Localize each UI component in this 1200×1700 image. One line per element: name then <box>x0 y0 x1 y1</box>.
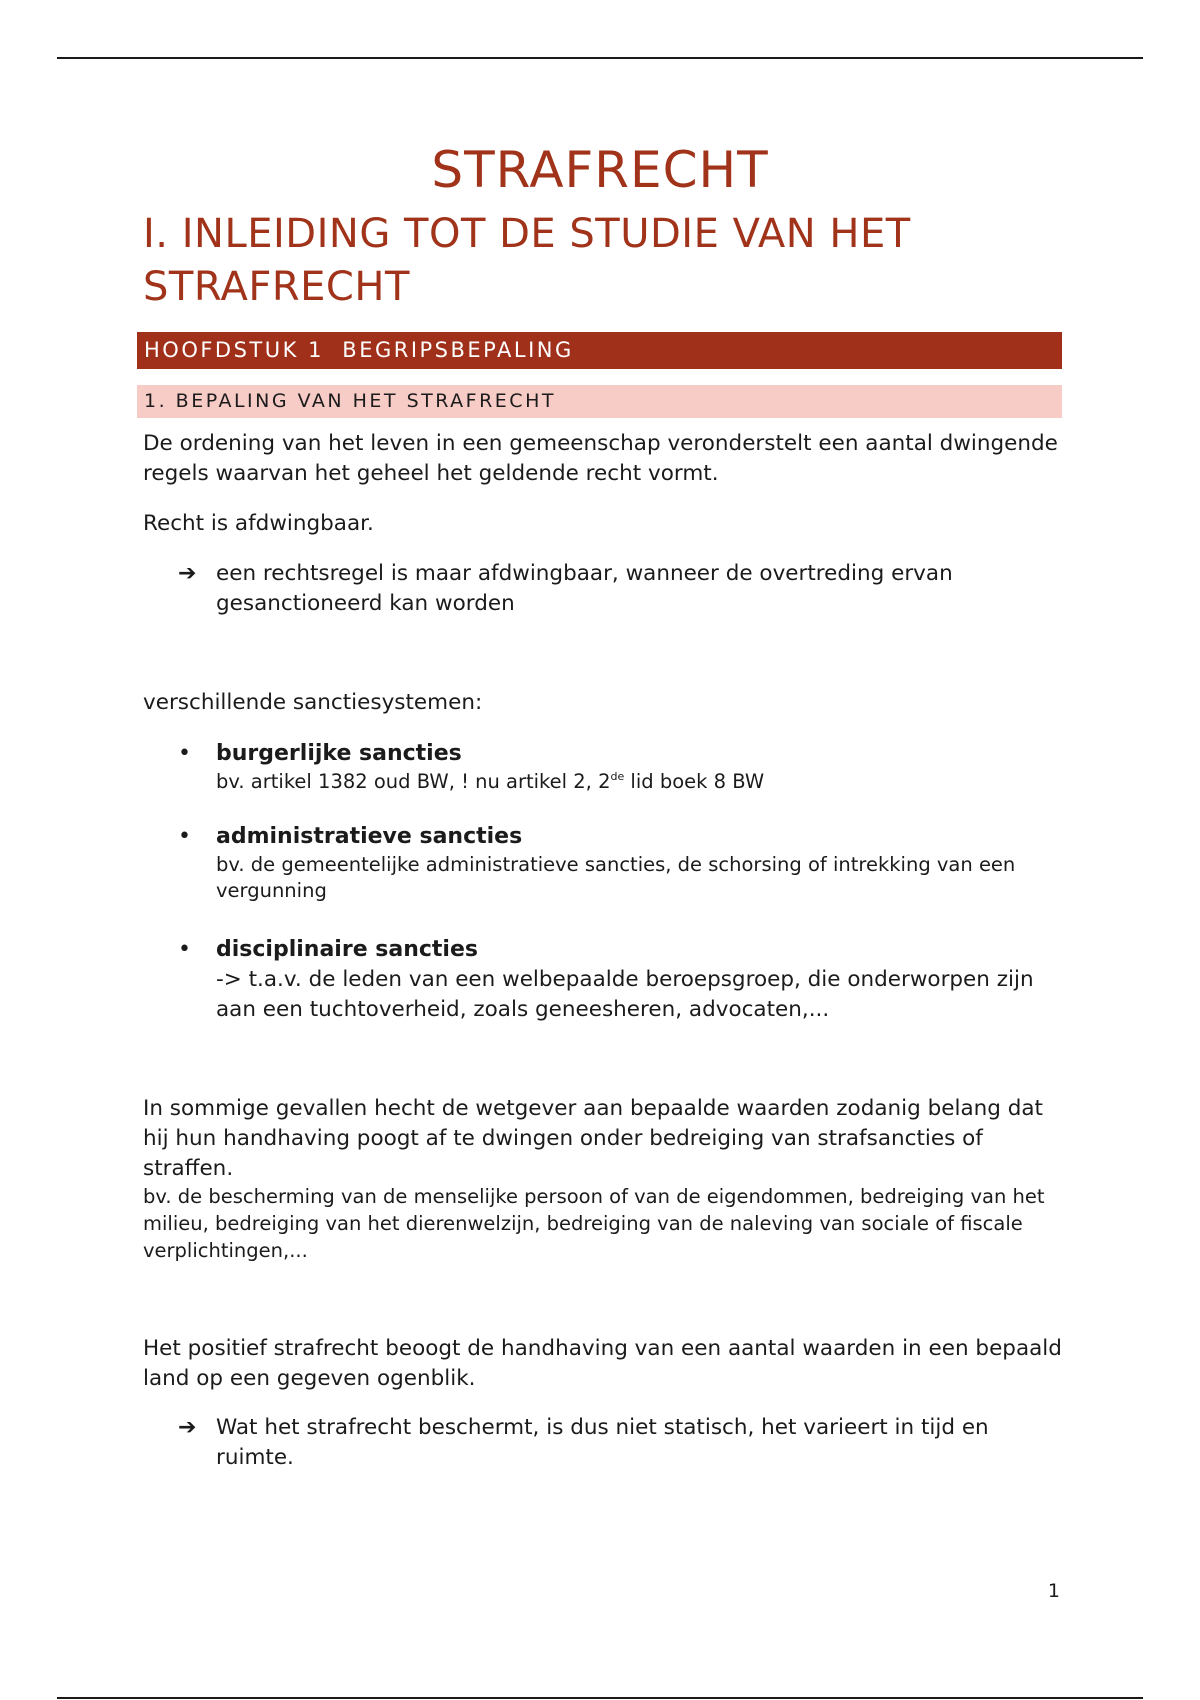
bullet-icon: • <box>178 741 191 766</box>
paragraph-afdwingbaar: Recht is afdwingbaar. <box>143 511 374 536</box>
bullet-title: disciplinaire sancties <box>216 937 478 962</box>
chapter-heading: HOOFDSTUK 1 BEGRIPSBEPALING <box>137 332 1062 369</box>
bullet-note: bv. de gemeentelijke administratieve sancties, de schorsing of intrekking van een vergunning <box>216 853 1016 902</box>
part-title: I. INLEIDING TOT DE STUDIE VAN HET STRAFRECHT <box>143 211 911 310</box>
arrow-item-text: Wat het strafrecht beschermt, is dus niet statisch, het varieert in tijd en ruimte. <box>216 1415 989 1470</box>
paragraph-wetgever: In sommige gevallen hecht de wetgever aan bepaalde waarden zodanig belang dat hij hun handhaving poogt af te dwingen onder bedreiging van strafsancties of straffen. <box>143 1096 1043 1181</box>
paragraph-example: bv. de bescherming van de menselijke persoon of van de eigendommen, bedreiging van het milieu, bedreiging van het dierenwelzijn, bedreiging van de naleving van sociale of fiscale verplichtingen,... <box>143 1185 1045 1262</box>
bullet-note: -> t.a.v. de leden van een welbepaalde beroepsgroep, die onderworpen zijn aan een tuchtoverheid, zoals geneesheren, advocaten,... <box>216 967 1034 1022</box>
bullet-note: bv. artikel 1382 oud BW, ! nu artikel 2, 2de lid boek 8 BW <box>216 770 765 793</box>
paragraph-positief-strafrecht: Het positief strafrecht beoogt de handhaving van een aantal waarden in een bepaald land op een gegeven ogenblik. <box>143 1336 1062 1391</box>
bullet-icon: • <box>178 824 191 849</box>
document-title: STRAFRECHT <box>431 141 769 199</box>
arrow-icon: ➔ <box>178 1415 197 1440</box>
bullet-title: burgerlijke sancties <box>216 741 462 766</box>
section-heading: 1. BEPALING VAN HET STRAFRECHT <box>137 385 1062 418</box>
paragraph-ordening: De ordening van het leven in een gemeenschap veronderstelt een aantal dwingende regels waarvan het geheel het geldende recht vormt. <box>143 431 1058 486</box>
arrow-icon: ➔ <box>178 561 197 586</box>
page-number: 1 <box>1047 1580 1060 1602</box>
paragraph-sanctiesystemen: verschillende sanctiesystemen: <box>143 690 483 715</box>
bullet-title: administratieve sancties <box>216 824 523 849</box>
bullet-icon: • <box>178 937 191 962</box>
footer-rule <box>57 1697 1143 1699</box>
arrow-item-text: een rechtsregel is maar afdwingbaar, wanneer de overtreding ervan gesanctioneerd kan worden <box>216 561 953 616</box>
header-rule <box>57 57 1143 59</box>
